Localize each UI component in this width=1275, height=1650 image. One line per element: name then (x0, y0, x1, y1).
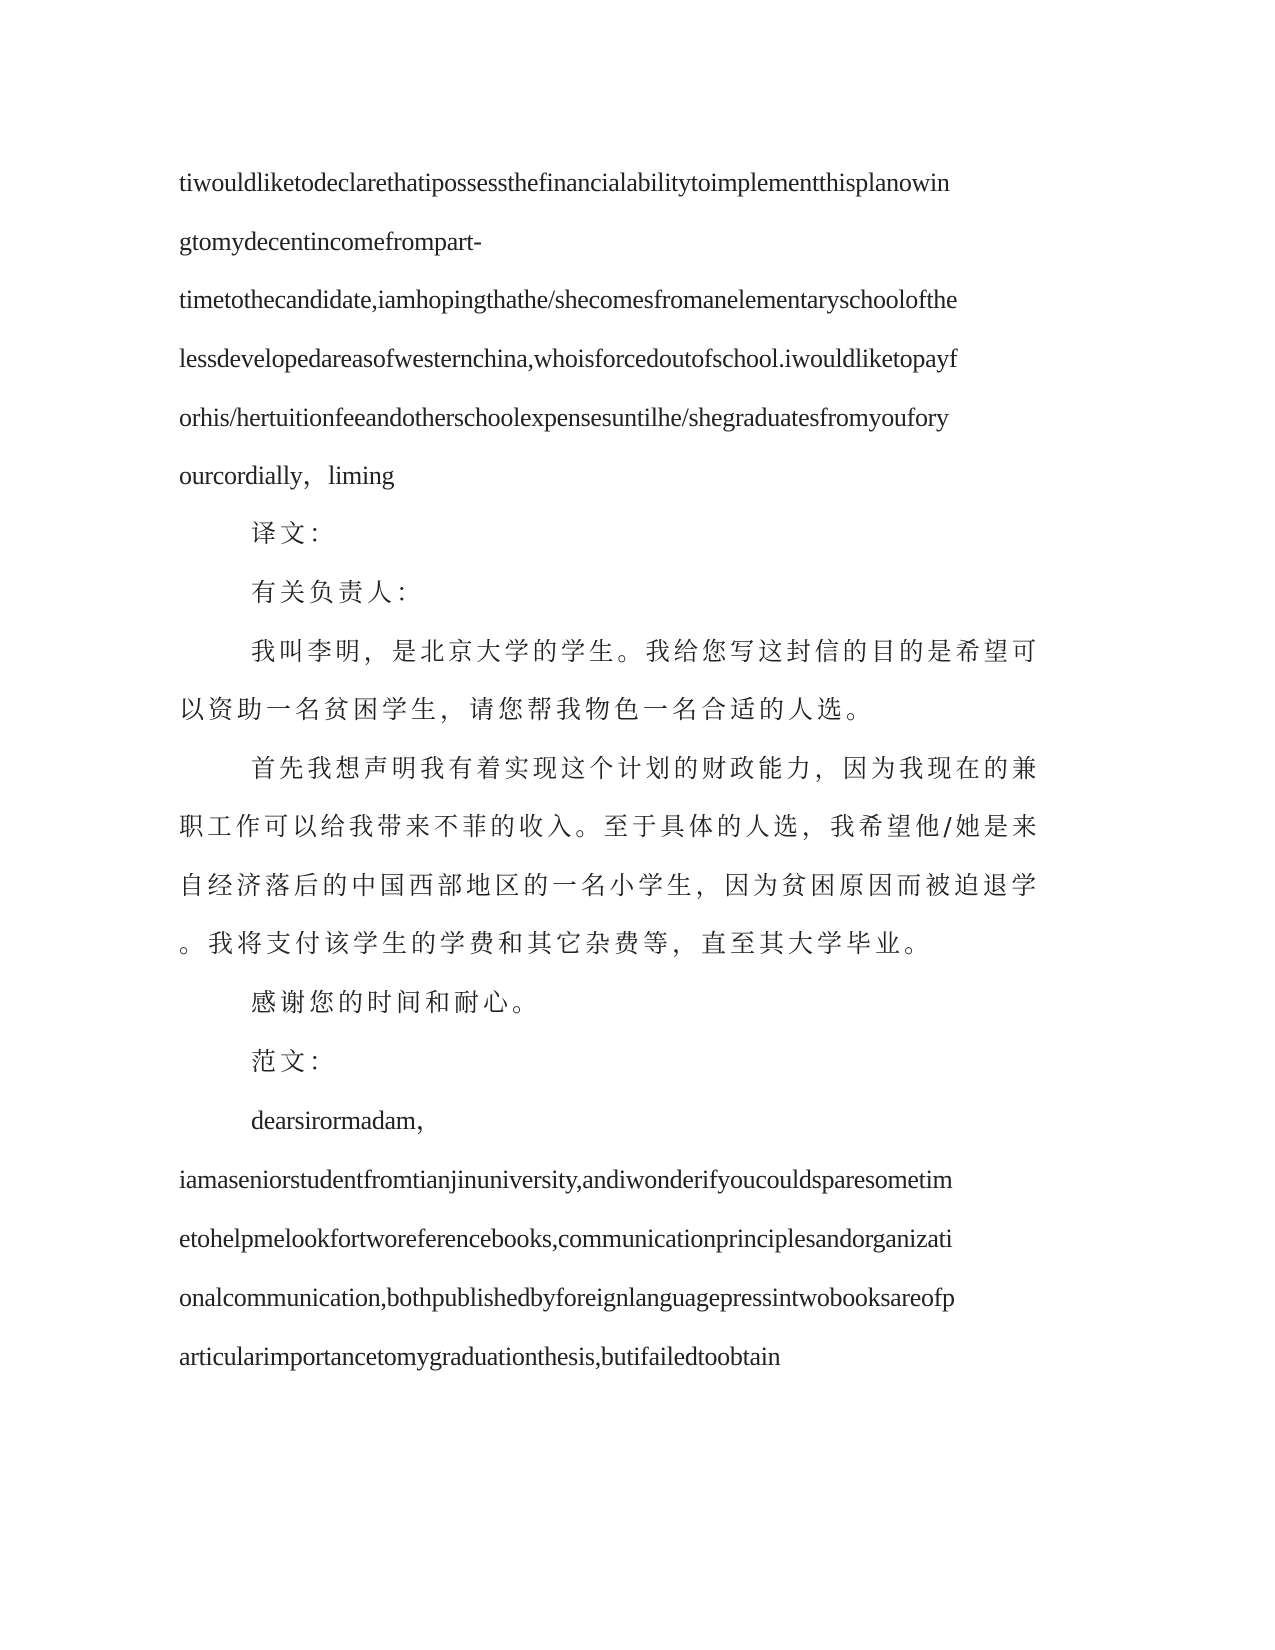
closing-line: 感谢您的时间和耐心。 (251, 988, 542, 1017)
body-line: 自经济落后的中国西部地区的一名小学生，因为贫困原因而被迫退学 (179, 871, 1041, 900)
body-line: timetothecandidate,iamhopingthathe/shecomesfromanelementaryschoolofthe (179, 285, 958, 314)
salutation-line: dearsirormadam， (251, 1106, 442, 1135)
body-line: onalcommunication,bothpublishedbyforeignlanguagepressintwobooksareofp (179, 1283, 955, 1312)
body-line: articularimportancetomygraduationthesis,butifailedtoobtain (179, 1342, 781, 1371)
section-heading-sample: 范文： (251, 1047, 339, 1076)
body-line: orhis/hertuitionfeeandotherschoolexpensesuntilhe/shegraduatesfromyoufory (179, 403, 949, 432)
section-heading-translation: 译文： (251, 519, 339, 548)
body-line: 我叫李明，是北京大学的学生。我给您写这封信的目的是希望可 (251, 637, 1041, 666)
signature-line: ourcordially，liming (179, 461, 395, 490)
body-line: iamaseniorstudentfromtianjinuniversity,andiwonderifyoucouldsparesometim (179, 1165, 953, 1194)
body-line: 职工作可以给我带来不菲的收入。至于具体的人选，我希望他/她是来 (179, 812, 1041, 841)
body-line: 。我将支付该学生的学费和其它杂费等，直至其大学毕业。 (179, 929, 934, 958)
body-line: tiwouldliketodeclarethatipossessthefinancialabilitytoimplementthisplanowin (179, 168, 950, 197)
body-line: gtomydecentincomefrompart- (179, 227, 482, 256)
body-line: 以资助一名贫困学生，请您帮我物色一名合适的人选。 (179, 695, 876, 724)
body-line: etohelpmelookfortworeferencebooks,communicationprinciplesandorganizati (179, 1224, 953, 1253)
body-line: lessdevelopedareasofwesternchina,whoisforcedoutofschool.iwouldliketopayf (179, 344, 958, 373)
salutation-line: 有关负责人： (251, 578, 426, 607)
body-line: 首先我想声明我有着实现这个计划的财政能力，因为我现在的兼 (251, 754, 1041, 783)
